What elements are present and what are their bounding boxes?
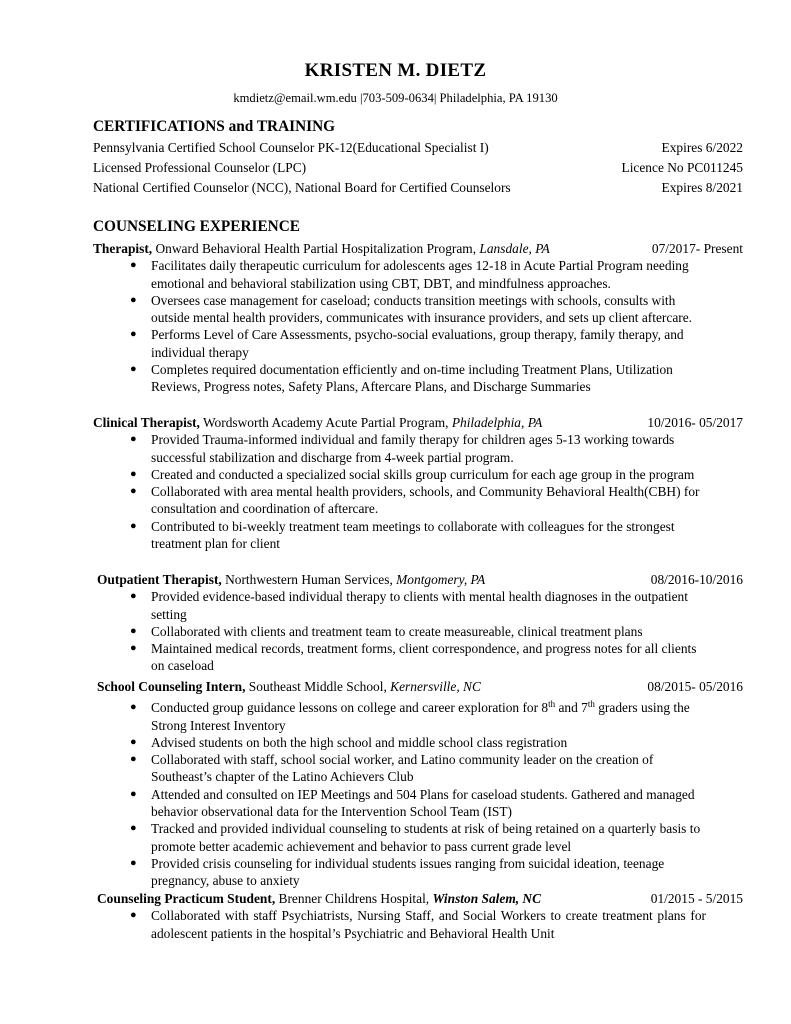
job-entry-therapist [93, 240, 743, 396]
bullet-text: Facilitates daily therapeutic curriculum for adolescents ages 12-18 in Acute Partial Program needing emotional and behavioral stabilization using CBT, DBT, and mindfulness approaches. [151, 258, 689, 291]
bullet-text-part: graders using the Strong Interest Inventory [151, 700, 690, 733]
job-header [93, 890, 743, 907]
certification-name: Pennsylvania Certified School Counselor PK-12(Educational Specialist I) [93, 140, 489, 155]
job-location: Philadelphia, PA [451, 415, 543, 430]
certification-detail: Licence No PC011245 [621, 160, 743, 175]
list-item [130, 751, 706, 786]
bullet-text: Contributed to bi-weekly treatment team meetings to collaborate with colleagues for the strongest treatment plan for client [151, 518, 675, 552]
bullet-icon: ● [130, 328, 137, 341]
list-item [130, 907, 706, 942]
list-item [130, 820, 706, 855]
job-dates: 07/2017- Present [651, 241, 743, 256]
bullet-icon: ● [130, 363, 137, 376]
job-entry-school-counseling-intern [93, 678, 743, 890]
certification-row [93, 159, 743, 177]
bullet-text: Collaborated with clients and treatment team to create measureable, clinical treatment plans [151, 623, 643, 639]
bullet-text [151, 700, 690, 732]
bullet-icon: ● [130, 753, 137, 766]
bullet-icon: ● [130, 624, 137, 637]
job-role: Clinical Therapist, [93, 415, 200, 430]
bullet-icon: ● [130, 701, 137, 714]
bullet-text: Collaborated with staff, school social worker, and Latino community leader on the creation of Southeast’s chapter of the Latino Achievers Club [151, 752, 654, 785]
certification-detail: Expires 6/2022 [661, 140, 743, 155]
contact-line: kmdietz@email.wm.edu |703-509-0634| Philadelphia, PA 19130 [233, 91, 558, 105]
certification-row [93, 179, 743, 197]
list-item [130, 431, 706, 466]
list-item [130, 361, 706, 396]
bullet-text: Maintained medical records, treatment forms, client correspondence, and progress notes for all clients on caseload [151, 641, 697, 674]
bullet-text: Tracked and provided individual counseling to students at risk of being retained on a quarterly basis to promote better academic achievement and behavior to pass current grade level [151, 821, 701, 854]
list-item [130, 518, 706, 553]
job-entry-counseling-practicum [93, 890, 743, 942]
bullet-icon: ● [130, 485, 137, 498]
bullet-text: Provided Trauma-informed individual and family therapy for children ages 5-13 working towards successful stabilization and discharge from 4-week partial program. [151, 432, 675, 465]
certification-row [93, 139, 743, 157]
job-role: Therapist, [93, 241, 153, 256]
ordinal-suffix: th [587, 699, 595, 710]
job-dates: 08/2016-10/2016 [650, 572, 743, 587]
job-role: Counseling Practicum Student, [97, 891, 276, 906]
job-header [93, 678, 743, 695]
bullet-text: Completes required documentation efficiently and on-time including Treatment Plans, Utilization Reviews, Progress notes, Safety Plans, Aftercare Plans, and Discharge Summaries [151, 362, 673, 395]
list-item [130, 588, 706, 623]
job-entry-outpatient-therapist [93, 571, 743, 675]
job-organization: Wordsworth Academy Acute Partial Program, [199, 415, 452, 430]
bullet-icon: ● [130, 822, 137, 835]
job-header [93, 414, 743, 431]
job-organization: Brenner Childrens Hospital, [275, 891, 433, 906]
bullet-text: Collaborated with area mental health providers, schools, and Community Behavioral Health(CBH) for consultation and coordination of aftercare. [151, 484, 700, 517]
job-header [93, 240, 743, 257]
job-bullet-list [93, 257, 743, 395]
bullet-icon: ● [130, 856, 137, 869]
list-item [130, 734, 706, 751]
bullet-icon: ● [130, 433, 137, 446]
bullet-text: Oversees case management for caseload; conducts transition meetings with schools, consults with outside mental health providers, communicates with insurance providers, and sets up client aftercare. [151, 292, 693, 326]
job-organization: Southeast Middle School, [245, 679, 391, 694]
job-location: Lansdale, PA [479, 241, 550, 256]
bullet-text: Created and conducted a specialized social skills group curriculum for each age group in the program [151, 466, 695, 482]
certification-detail: Expires 8/2021 [661, 180, 743, 195]
list-item [130, 786, 706, 821]
job-location: Kernersville, NC [390, 679, 481, 694]
bullet-icon: ● [130, 467, 137, 480]
bullet-icon: ● [130, 787, 137, 800]
bullet-text: Performs Level of Care Assessments, psycho-social evaluations, group therapy, family therapy, and individual therapy [151, 327, 684, 360]
list-item [130, 483, 706, 518]
list-item [130, 326, 706, 361]
bullet-text: Provided crisis counseling for individual students issues ranging from suicidal ideation, teenage pregnancy, abuse to anxiety [151, 855, 665, 889]
bullet-text-part: and 7 [555, 700, 588, 716]
bullet-icon: ● [130, 642, 137, 655]
bullet-text: Attended and consulted on IEP Meetings and 504 Plans for caseload students. Gathered and managed behavior observational data for the Intervention School Team (IST) [151, 786, 695, 820]
candidate-name: KRISTEN M. DIETZ [304, 60, 487, 81]
job-location: Winston Salem, NC [432, 891, 542, 906]
experience-title: COUNSELING EXPERIENCE [93, 218, 300, 235]
job-bullet-list [93, 431, 743, 552]
bullet-icon: ● [130, 293, 137, 306]
list-item [130, 640, 706, 675]
job-organization: Onward Behavioral Health Partial Hospitalization Program, [152, 241, 480, 256]
bullet-icon: ● [130, 519, 137, 532]
job-dates: 08/2015- 05/2016 [647, 679, 743, 694]
bullet-icon: ● [130, 909, 137, 922]
bullet-icon: ● [130, 590, 137, 603]
list-item [130, 257, 706, 292]
ordinal-suffix: th [548, 699, 556, 710]
job-role: School Counseling Intern, [97, 679, 246, 694]
certifications-title: CERTIFICATIONS and TRAINING [93, 118, 336, 135]
job-location: Montgomery, PA [396, 572, 486, 587]
bullet-text: Advised students on both the high school and middle school class registration [151, 734, 568, 750]
list-item [130, 292, 706, 327]
bullet-icon: ● [130, 259, 137, 272]
bullet-text: Provided evidence-based individual therapy to clients with mental health diagnoses in the outpatient setting [151, 589, 688, 622]
job-dates: 01/2015 - 5/2015 [650, 891, 743, 906]
list-item [130, 466, 706, 483]
certification-name: Licensed Professional Counselor (LPC) [93, 160, 307, 175]
job-bullet-list [93, 907, 743, 942]
job-bullet-list [93, 588, 743, 674]
job-organization: Northwestern Human Services, [221, 572, 397, 587]
bullet-icon: ● [130, 735, 137, 748]
job-entry-clinical-therapist [93, 414, 743, 552]
job-header [93, 571, 743, 588]
job-bullet-list [93, 699, 743, 889]
list-item [130, 699, 706, 734]
job-role: Outpatient Therapist, [97, 572, 222, 587]
job-dates: 10/2016- 05/2017 [647, 415, 743, 430]
list-item [130, 855, 706, 890]
list-item [130, 623, 706, 640]
bullet-text-part: Conducted group guidance lessons on college and career exploration for 8 [151, 700, 549, 716]
bullet-text: Collaborated with staff Psychiatrists, Nursing Staff, and Social Workers to create treatment plans for adolescent patients in the hospital’s Psychiatric and Behavioral Health Unit [151, 908, 706, 941]
certification-name: National Certified Counselor (NCC), National Board for Certified Counselors [93, 180, 511, 195]
